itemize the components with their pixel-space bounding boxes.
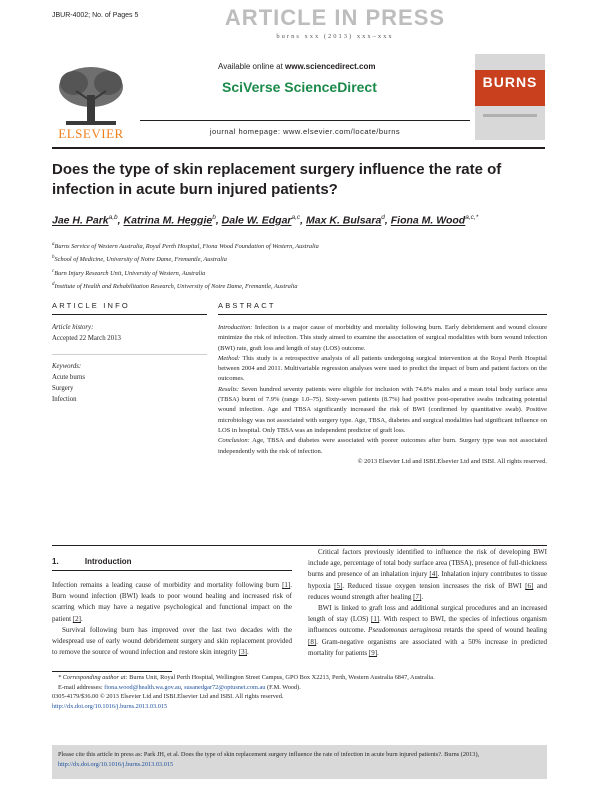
citation-doi-link[interactable]: http://dx.doi.org/10.1016/j.burns.2013.03.015 [58, 760, 174, 768]
affiliation-text: Institute of Health and Rehabilitation Research, University of Notre Dame, Fremantle, Australia [54, 282, 298, 290]
text-run: Infection remains a leading cause of morbidity and mortality following burn [52, 581, 283, 589]
author-name[interactable]: Fiona M. Wood [390, 214, 466, 227]
text-run: . Burn wound infection (BWI) leads to poor wound healing and increased risk of scarring which may have a negative psychological and functional impact on the patient [52, 581, 292, 623]
history-label: Article history: [52, 324, 94, 331]
paragraph [308, 603, 547, 659]
author-name[interactable]: Max K. Bulsara [306, 214, 382, 227]
body-column-left [52, 580, 292, 658]
email-link[interactable]: susanedgar72@optusnet.com.au [184, 683, 266, 691]
abstract-section [218, 436, 547, 457]
abstract-section-text: This study is a retrospective analysis of all patients undergoing surgical intervention at the Royal Perth Hospital between 2004 and 2011. Multivariable regression analyses were used to predict the impact of burn and patient factors on the outcomes. [218, 354, 547, 383]
affiliation-key: c [52, 268, 55, 274]
manuscript-id: JBUR-4002; No. of Pages 5 [52, 12, 139, 19]
footnote-rule [52, 671, 172, 672]
affiliation-text: School of Medicine, University of Notre Dame, Fremantle, Australia [54, 256, 227, 264]
corresponding-label: * Corresponding author at: [58, 674, 128, 681]
email-link[interactable]: fiona.wood@health.wa.gov.au [104, 683, 181, 691]
running-head: burns xxx (2013) xxx–xxx [276, 33, 394, 40]
keyword-item: Surgery [52, 385, 74, 392]
section-rule [52, 570, 292, 571]
article-info-divider [52, 354, 207, 355]
abstract-section-text: Seven hundred seventy patients were eligible for inclusion with 74.8% males and a mean total body surface area (TBSA) burnt of 7.9% (range 1.0–75). Sixty-seven patients (8.7%) had positive post-operative swabs indicating potential wound infection. Age and TBSA significantly increased the risk of BWI (confirmed by quantitative swab). Positive microbiology was not associated with surgery type. Age, TBSA, diabetes and surgical modalities had significant influence on LOS in hospital. Only TBSA was an independent predictor of graft loss. [218, 385, 548, 434]
journal-cover-title: BURNS [482, 74, 538, 90]
abstract-section [218, 323, 547, 354]
publisher-logo-text: ELSEVIER [58, 126, 124, 141]
abstract-heading: ABSTRACT [218, 301, 276, 310]
text-run: . Inhalation injury contributes to tissue hypoxia [308, 570, 547, 590]
reference-link[interactable]: [3] [238, 648, 247, 657]
author-affiliation: b [212, 214, 216, 221]
text-run: BWI is linked to graft loss and additional surgical procedures and an increased length of stay (LOS) [308, 604, 547, 624]
text-run: Critical factors previously identified to influence the risk of developing BWI include age, percentage of total body surface area (TBSA), presence of full-thickness burns and presence of an inhalation injury [308, 548, 547, 579]
reference-link[interactable]: [6] [525, 581, 534, 590]
author-name[interactable]: Dale W. Edgar [221, 214, 292, 227]
text-run: Survival following burn has improved over the last two decades with the widespread use of early wound debridement surgery and skin replacement provided to remove the source of wound infection and restore skin integrity [52, 625, 292, 657]
accepted-date: Accepted 22 March 2013 [52, 334, 121, 342]
keyword-item: Infection [52, 396, 77, 403]
cover-foot-band [483, 114, 537, 117]
reference-link[interactable]: [9] [368, 648, 378, 657]
text-run: retards the speed of wound healing [441, 626, 548, 635]
abstract-body [218, 323, 547, 467]
reference-link[interactable]: [5] [334, 581, 343, 590]
corresponding-text: Burns Unit, Royal Perth Hospital, Wellington Street Campus, GPO Box X2213, Perth, Western Australia 6847, Australia. [129, 674, 435, 681]
author-list: Jae H. Park$^{a,b}$, Katrina M. Heggie$^b$, Dale W. Edgar$^{a,c}$, Max K. Bulsara$^d$, Fiona M. Wood$^{a,c,*}$ [52, 214, 479, 227]
email-label: E-mail addresses: [58, 683, 103, 691]
doi-link[interactable]: http://dx.doi.org/10.1016/j.burns.2013.03.015 [52, 702, 168, 710]
text-run: . [80, 614, 83, 623]
species-name: Pseudomonas aeruginosa [368, 626, 442, 635]
platform-name: SciVerse ScienceDirect [222, 79, 377, 95]
reference-link[interactable]: [1] [371, 615, 380, 624]
abstract-section-text: Age, TBSA and diabetes were associated with poorer outcomes after burn. Surgery type was not associated independently with the risk of infection. [218, 437, 547, 455]
text-run: . [421, 592, 424, 601]
reference-link[interactable]: [4] [429, 570, 438, 579]
affiliation-key: a [52, 242, 55, 247]
paragraph [52, 625, 292, 659]
reference-link[interactable]: [1] [282, 581, 291, 589]
citation-prefix: Please cite this article in press as: Park JH, et al. Does the type of skin replacement surgery influence the rate of infection in acute burn injured patients?. Burns (2013), [58, 751, 480, 758]
abstract-section [218, 354, 547, 385]
abstract-section-label: Method: [218, 354, 241, 362]
text-run: . [246, 648, 249, 657]
available-online-label: Available online at [218, 62, 283, 71]
citation-text [58, 750, 543, 769]
journal-cover-image [475, 54, 545, 140]
affiliation-text: Burn Injury Research Unit, University of Western, Australia [54, 269, 206, 277]
affiliation-key: d [52, 281, 55, 287]
abstract-section-label: Introduction: [218, 324, 253, 331]
available-online [218, 62, 375, 71]
affiliation-item [52, 239, 552, 252]
text-run: and reduces wound strength after healing [308, 581, 548, 601]
reference-link[interactable]: [2] [72, 614, 81, 623]
paragraph [308, 547, 547, 603]
abstract-section-text: Infection is a major cause of morbidity and mortality following burn. Early debridement and wound closure minimize the risk of infection. This study aimed to examine the association of surgical modalities with burn wound infection (BWI) rate, graft loss and length of stay (LOS) outcome. [218, 324, 548, 352]
affiliation-key: b [52, 255, 55, 261]
affiliation-item [52, 252, 552, 265]
abstract-section-label: Results: [218, 385, 239, 393]
keyword-item: Acute burns [52, 374, 86, 381]
text-run: . With respect to BWI, the species of infectious organism influences outcome. [308, 615, 547, 635]
keywords [52, 361, 202, 405]
article-info-rule [52, 314, 207, 315]
header-divider [140, 120, 470, 121]
reference-link[interactable]: [8] [308, 637, 317, 646]
abstract-rule [218, 314, 547, 315]
text-run: . Reduced tissue oxygen tension increases the risk of BWI [342, 581, 526, 590]
email-suffix: (F.M. Wood). [266, 683, 301, 691]
sciencedirect-link[interactable]: www.sciencedirect.com [285, 62, 376, 71]
text-run: . Gram-negative organisms are associated with a 50% increase in predicted mortality for patients [308, 637, 547, 657]
body-column-right [308, 547, 547, 659]
article-history [52, 323, 202, 344]
affiliation-item [52, 279, 552, 292]
journal-homepage[interactable]: journal homepage: www.elsevier.com/locate/burns [209, 127, 401, 136]
author-name[interactable]: Katrina M. Heggie [123, 214, 213, 227]
article-title: Does the type of skin replacement surgery influence the rate of infection in acute burn injured patients? [52, 161, 502, 198]
text-run: . [377, 648, 379, 657]
footnotes [52, 673, 547, 711]
section-heading-introduction [52, 557, 132, 566]
reference-link[interactable]: [7] [413, 592, 422, 601]
abstract-section-label: Conclusion: [218, 437, 250, 445]
paragraph [52, 580, 292, 625]
abstract-copyright: © 2013 Elsevier Ltd and ISBI.Elsevier Ltd and ISBI. All rights reserved. [357, 457, 547, 465]
section-number: 1. [52, 557, 59, 566]
article-in-press-banner: ARTICLE IN PRESS [224, 5, 446, 30]
article-info-heading: ARTICLE INFO [52, 301, 130, 310]
keywords-label: Keywords: [52, 363, 82, 370]
issn-note: 0305-4179/$36.00 © 2013 Elsevier Ltd and ISBI.Elsevier Ltd and ISBI. All rights reserved. [52, 693, 284, 701]
header-bottom-rule [52, 147, 545, 149]
author-affiliation: a,c,* [465, 214, 479, 221]
author-affiliation: a,b [108, 214, 118, 221]
abstract-section [218, 385, 547, 436]
email-note: E-mail addresses: fiona.wood@health.wa.gov.au, susanedgar72@optusnet.com.au (F.M. Wood). [58, 683, 301, 691]
abstract-bottom-rule [52, 545, 547, 546]
corresponding-author-note [52, 673, 547, 683]
author-affiliation: d [381, 214, 385, 221]
affiliations [52, 239, 552, 292]
author-affiliation: a,c [291, 214, 301, 221]
affiliation-text: Burns Service of Western Australia, Royal Perth Hospital, Fiona Wood Foundation of Western, Australia [54, 243, 319, 251]
affiliation-item [52, 266, 552, 279]
author-name[interactable]: Jae H. Park [52, 214, 109, 227]
section-title: Introduction [84, 557, 132, 566]
